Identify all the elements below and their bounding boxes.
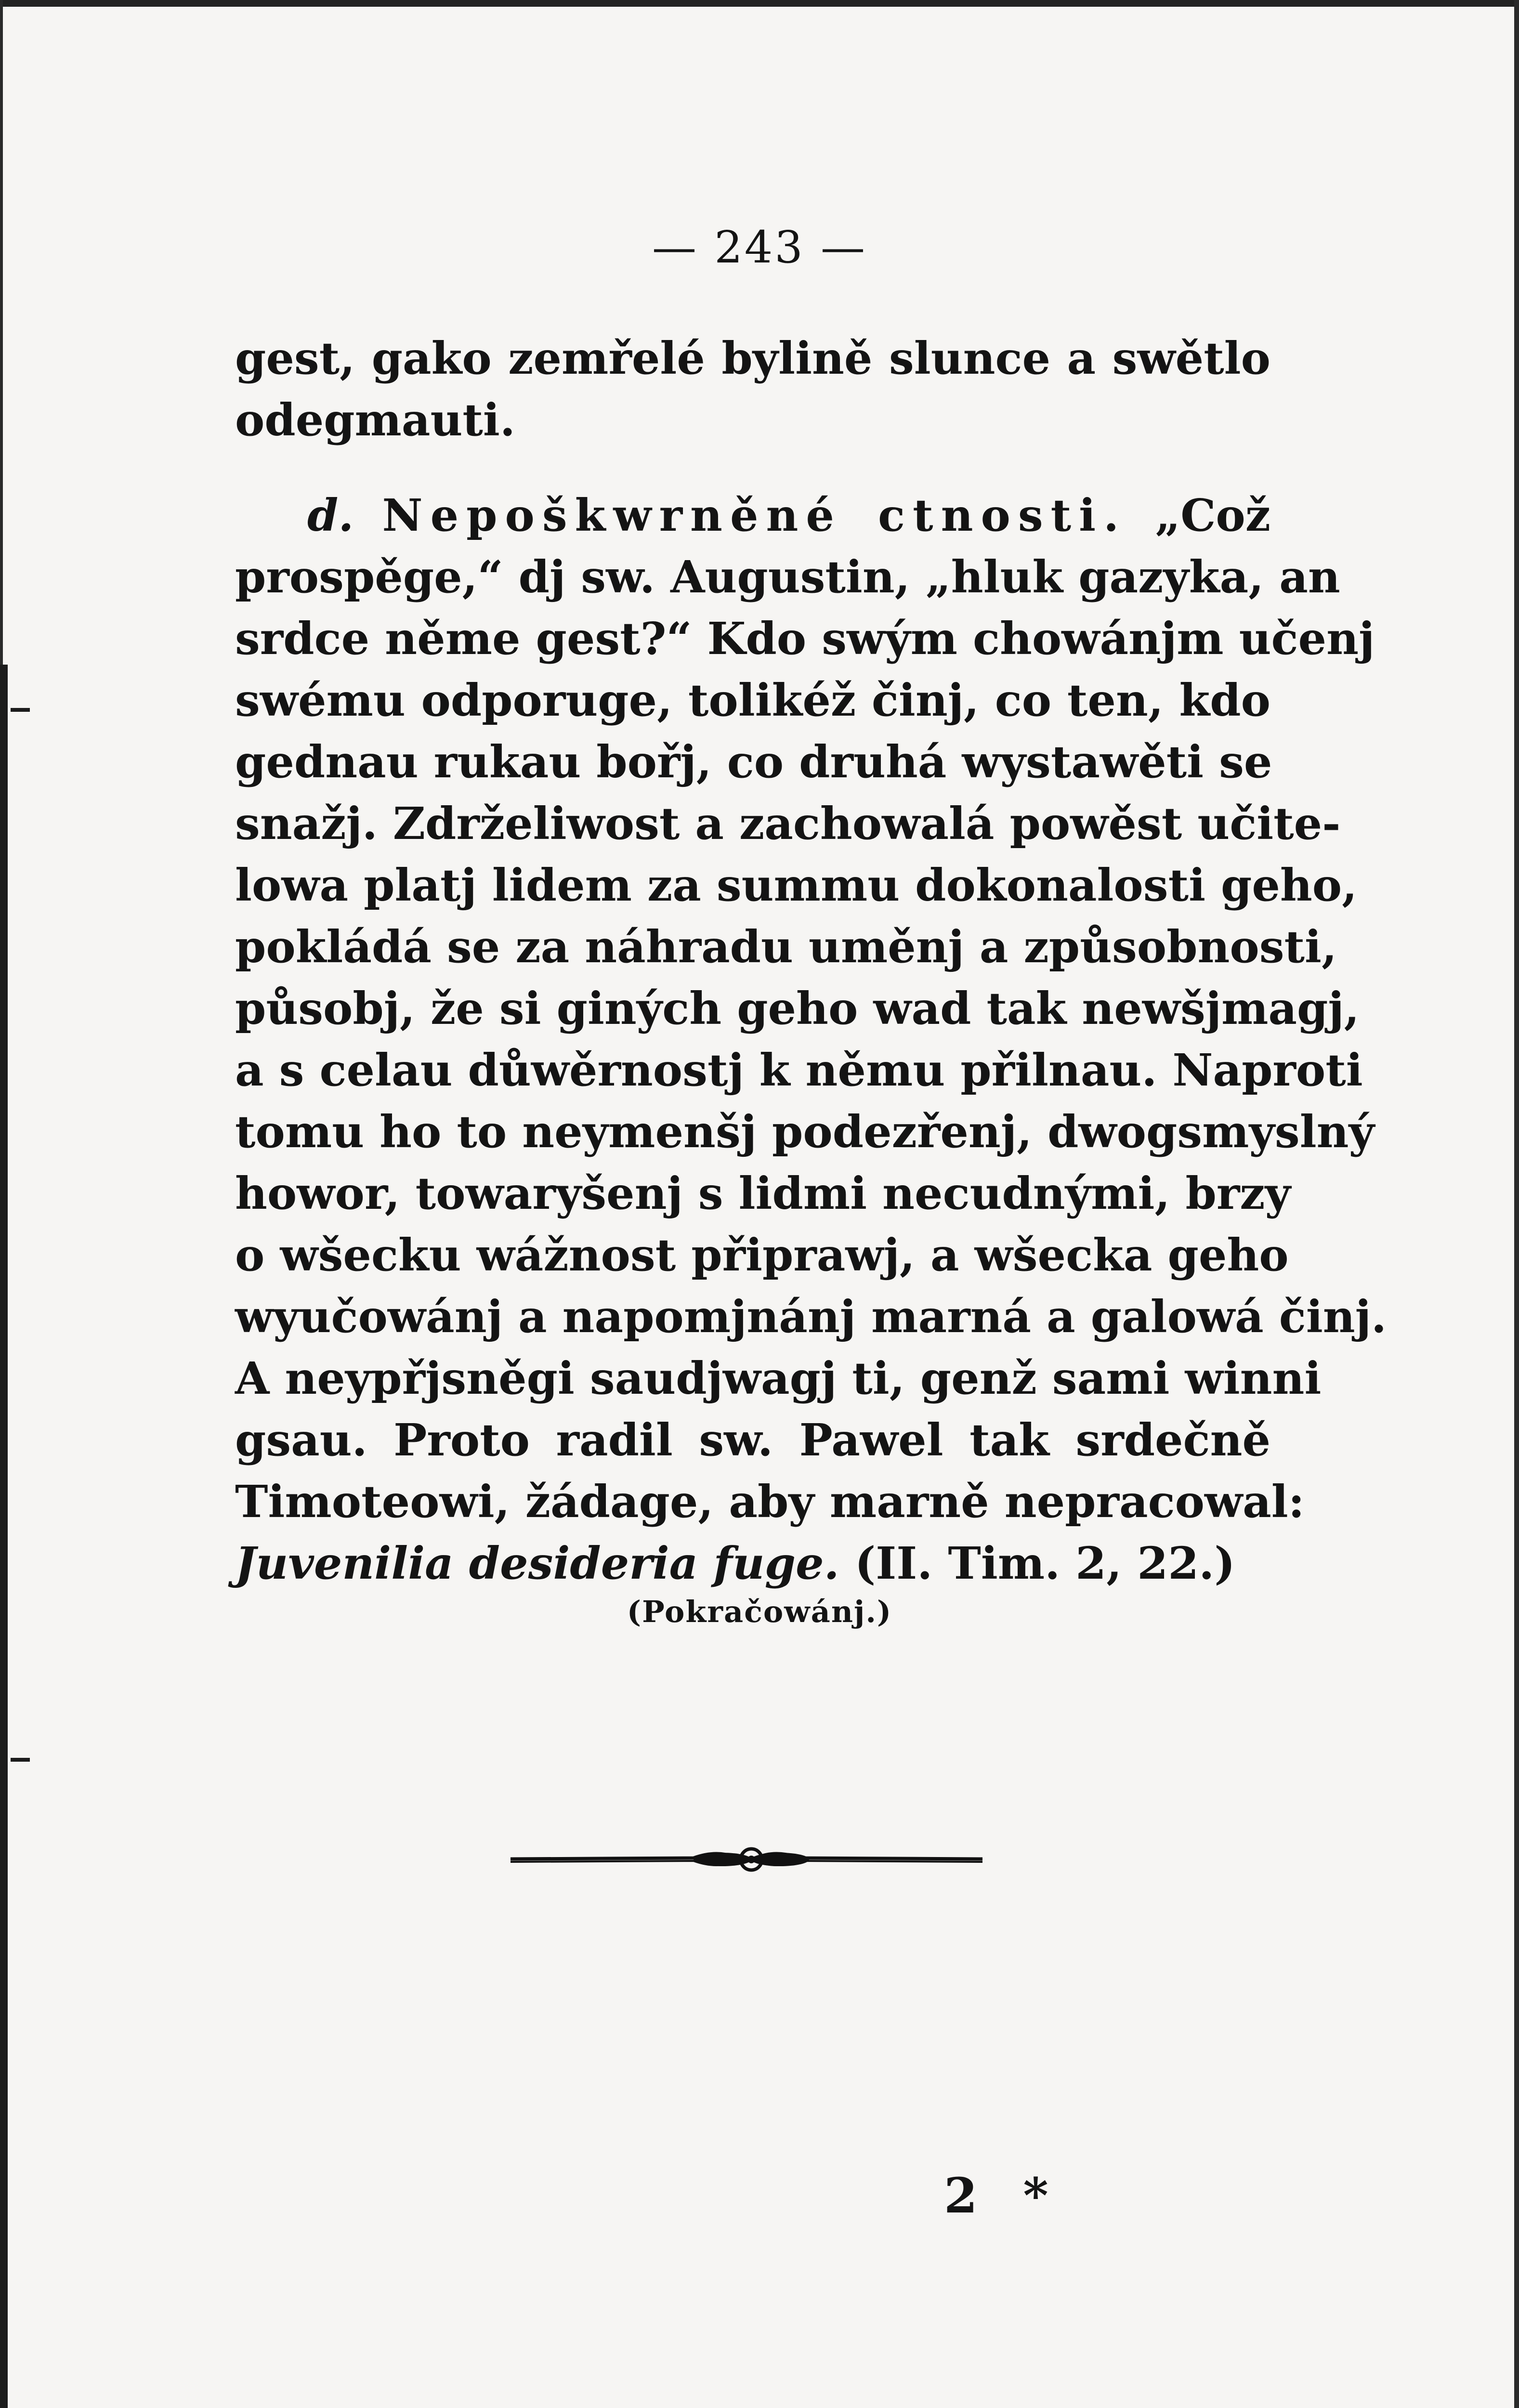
text-line: působj, že si giných geho wad tak newšjmagj, [235, 982, 1360, 1034]
paragraph-gap [235, 451, 1270, 484]
section-heading: Nepoškwrněné ctnosti. [382, 489, 1127, 541]
text-line: odegmauti. [235, 394, 515, 446]
text-line: gsau. Proto radil sw. Pawel tak srdečně [235, 1414, 1270, 1466]
continued-note: (Pokračowánj.) [627, 1594, 892, 1629]
section-letter: d. [307, 489, 354, 541]
text-line: prospěge,“ dj sw. Augustin, „hluk gazyka, an [235, 551, 1340, 603]
binding-mark [11, 1758, 30, 1762]
page-number-header: — 243 — [652, 222, 867, 273]
ornament-rule-icon [511, 1830, 982, 1888]
text-line: lowa platj lidem za summu dokonalosti geho, [235, 859, 1358, 911]
text-line: A neypřjsněgi saudjwagj ti, genž sami winni [235, 1352, 1322, 1404]
latin-quote-line [235, 1532, 1270, 1594]
text-line: tomu ho to neymenšj podezřenj, dwogsmyslný [235, 1106, 1375, 1158]
scan-border-left [0, 665, 8, 2408]
text-line: wyučowánj a napomjnánj marná a galowá činj. [235, 1291, 1387, 1343]
bible-reference: (II. Tim. 2, 22.) [854, 1537, 1235, 1589]
scan-border-left-upper [0, 0, 3, 665]
text-line: srdce něme gest?“ Kdo swým chowánjm učenj [235, 613, 1375, 665]
latin-quote: Juvenilia desideria fuge. [235, 1537, 839, 1589]
scan-border-right [1514, 0, 1519, 2408]
binding-mark [11, 708, 30, 712]
text-line: howor, towaryšenj s lidmi necudnými, brzy [235, 1167, 1291, 1219]
body-text [235, 327, 1387, 1594]
text-line: gednau rukau bořj, co druhá wystawěti se [235, 736, 1272, 788]
scan-border-top [0, 0, 1519, 7]
text-line: swému odporuge, tolikéž činj, co ten, kdo [235, 674, 1270, 726]
text-line: a s celau důwěrnostj k němu přilnau. Naproti [235, 1044, 1363, 1096]
text-line: o wšecku wážnost připrawj, a wšecka geho [235, 1229, 1289, 1281]
section-heading-line [235, 484, 1270, 546]
signature-mark: 2 * [944, 2167, 1063, 2224]
text-line: Timoteowi, žádage, aby marně nepracowal: [235, 1476, 1305, 1528]
quote-open: „Což [1155, 489, 1271, 541]
text-line: snažj. Zdrželiwost a zachowalá powěst učite- [235, 798, 1341, 850]
text-line: gest, gako zemřelé bylině slunce a swětlo [235, 332, 1270, 384]
text-line: pokládá se za náhradu uměnj a způsobnosti, [235, 921, 1337, 973]
